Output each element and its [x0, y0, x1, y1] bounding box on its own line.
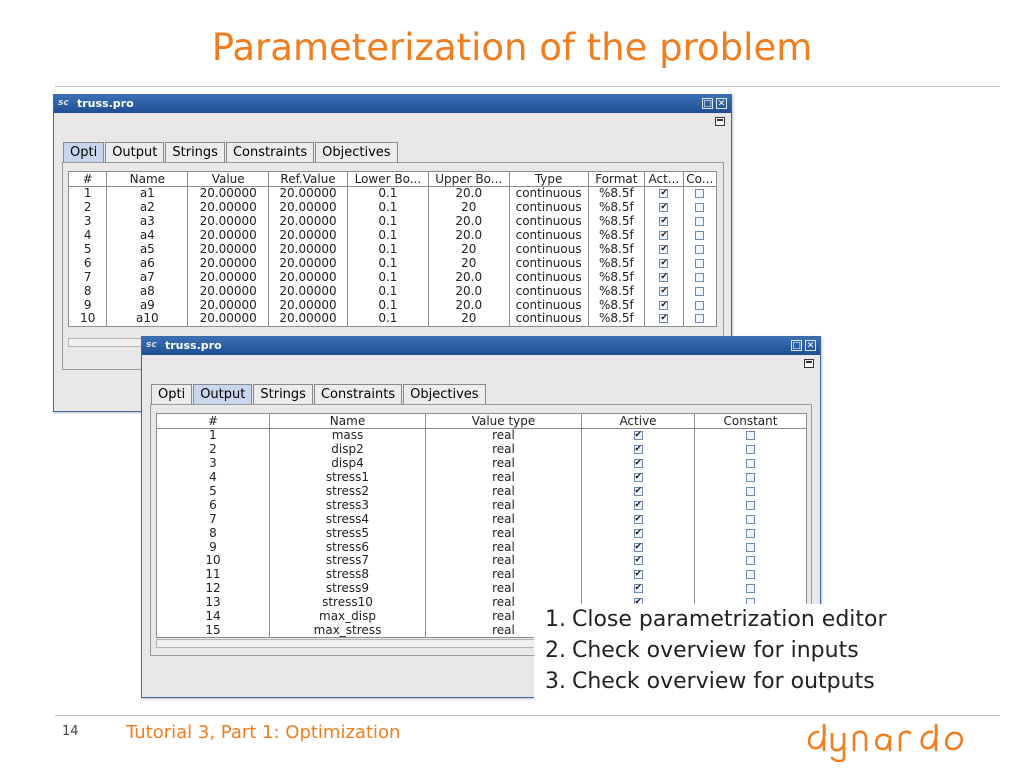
cell-n: 3 — [69, 215, 107, 229]
constant-checkbox[interactable] — [695, 314, 704, 323]
cell-active[interactable] — [582, 443, 695, 457]
cell-format: %8.5f — [588, 312, 645, 326]
cell-n: 8 — [157, 526, 270, 540]
cell-n: 7 — [69, 270, 107, 284]
active-checkbox[interactable] — [634, 473, 643, 482]
active-checkbox[interactable] — [659, 231, 668, 240]
cell-value: 20.00000 — [188, 270, 269, 284]
cell-value: 20.00000 — [188, 215, 269, 229]
table-row[interactable] — [69, 215, 717, 229]
instruction-item — [534, 604, 964, 635]
cell-constant[interactable] — [695, 485, 807, 499]
table-row[interactable] — [157, 512, 807, 526]
cell-format: %8.5f — [588, 284, 645, 298]
constant-checkbox[interactable] — [746, 459, 755, 468]
column-header[interactable]: Type — [509, 172, 588, 187]
cell-active[interactable] — [645, 229, 683, 243]
cell-name: a6 — [107, 256, 188, 270]
cell-vtype: real — [426, 582, 582, 596]
cell-n: 5 — [157, 485, 270, 499]
cell-constant[interactable] — [695, 429, 807, 443]
cell-constant[interactable] — [683, 270, 716, 284]
table-row[interactable] — [157, 526, 807, 540]
cell-constant[interactable] — [683, 284, 716, 298]
cell-n: 13 — [157, 596, 270, 610]
cell-type: continuous — [509, 270, 588, 284]
cell-name: stress8 — [270, 568, 426, 582]
cell-active[interactable] — [582, 512, 695, 526]
cell-active[interactable] — [582, 485, 695, 499]
restore-icon[interactable] — [804, 359, 814, 368]
column-header[interactable]: Lower Bo... — [347, 172, 428, 187]
constant-checkbox[interactable] — [746, 473, 755, 482]
cell-active[interactable] — [645, 201, 683, 215]
active-checkbox[interactable] — [659, 287, 668, 296]
cell-active[interactable] — [582, 540, 695, 554]
active-checkbox[interactable] — [634, 543, 643, 552]
cell-n: 1 — [69, 187, 107, 201]
cell-name: max_disp — [270, 610, 426, 624]
cell-upper: 20.0 — [428, 298, 509, 312]
footer-caption: Tutorial 3, Part 1: Optimization — [126, 722, 401, 743]
cell-type: continuous — [509, 256, 588, 270]
table-row[interactable] — [157, 485, 807, 499]
active-checkbox[interactable] — [634, 459, 643, 468]
column-header[interactable]: Ref.Value — [269, 172, 348, 187]
tab-opti[interactable]: Opti — [151, 384, 192, 404]
table-row[interactable] — [157, 554, 807, 568]
tab-bar — [151, 384, 487, 404]
cell-format: %8.5f — [588, 270, 645, 284]
step-number: 3. — [545, 669, 566, 694]
cell-constant[interactable] — [683, 187, 716, 201]
constant-checkbox[interactable] — [695, 245, 704, 254]
cell-active[interactable] — [645, 256, 683, 270]
slide-title: Parameterization of the problem — [211, 26, 813, 69]
active-checkbox[interactable] — [659, 273, 668, 282]
cell-n: 10 — [157, 554, 270, 568]
cell-active[interactable] — [645, 215, 683, 229]
cell-vtype: real — [426, 568, 582, 582]
cell-active[interactable] — [645, 298, 683, 312]
cell-name: stress7 — [270, 554, 426, 568]
cell-lower: 0.1 — [347, 256, 428, 270]
active-checkbox[interactable] — [659, 189, 668, 198]
cell-type: continuous — [509, 215, 588, 229]
cell-value: 20.00000 — [188, 201, 269, 215]
cell-name: a2 — [107, 201, 188, 215]
cell-n: 12 — [157, 582, 270, 596]
cell-constant[interactable] — [695, 498, 807, 512]
cell-vtype: real — [426, 471, 582, 485]
cell-active[interactable] — [645, 243, 683, 257]
cell-lower: 0.1 — [347, 215, 428, 229]
cell-vtype: real — [426, 554, 582, 568]
table-row[interactable] — [157, 498, 807, 512]
cell-name: a1 — [107, 187, 188, 201]
cell-active[interactable] — [645, 312, 683, 326]
cell-vtype: real — [426, 596, 582, 610]
tab-output[interactable]: Output — [193, 384, 252, 404]
tab-constraints[interactable]: Constraints — [226, 142, 314, 162]
column-header[interactable]: Value type — [426, 414, 582, 429]
tab-strings[interactable]: Strings — [165, 142, 225, 162]
cell-format: %8.5f — [588, 298, 645, 312]
cell-active[interactable] — [582, 554, 695, 568]
active-checkbox[interactable] — [634, 431, 643, 440]
cell-n: 6 — [157, 498, 270, 512]
active-checkbox[interactable] — [634, 515, 643, 524]
cell-n: 9 — [157, 540, 270, 554]
constant-checkbox[interactable] — [746, 529, 755, 538]
cell-name: stress9 — [270, 582, 426, 596]
cell-constant[interactable] — [695, 443, 807, 457]
constant-checkbox[interactable] — [695, 301, 704, 310]
cell-type: continuous — [509, 187, 588, 201]
cell-lower: 0.1 — [347, 284, 428, 298]
tab-bar — [63, 142, 399, 162]
cell-lower: 0.1 — [347, 243, 428, 257]
close-button[interactable]: ✕ — [806, 341, 815, 351]
cell-active[interactable] — [582, 457, 695, 471]
cell-ref: 20.00000 — [269, 270, 348, 284]
table-row[interactable] — [69, 284, 717, 298]
active-checkbox[interactable] — [659, 217, 668, 226]
active-checkbox[interactable] — [634, 584, 643, 593]
cell-value: 20.00000 — [188, 243, 269, 257]
cell-vtype: real — [426, 623, 582, 637]
cell-vtype: real — [426, 429, 582, 443]
column-header[interactable]: # — [69, 172, 107, 187]
cell-name: a5 — [107, 243, 188, 257]
cell-vtype: real — [426, 485, 582, 499]
constant-checkbox[interactable] — [695, 259, 704, 268]
cell-constant[interactable] — [695, 526, 807, 540]
cell-name: a9 — [107, 298, 188, 312]
cell-upper: 20.0 — [428, 215, 509, 229]
cell-active[interactable] — [645, 187, 683, 201]
cell-n: 2 — [69, 201, 107, 215]
active-checkbox[interactable] — [634, 556, 643, 565]
tab-output[interactable]: Output — [105, 142, 164, 162]
restore-icon[interactable] — [715, 117, 725, 126]
tab-opti[interactable]: Opti — [63, 142, 104, 162]
close-button[interactable]: ✕ — [717, 99, 726, 109]
active-checkbox[interactable] — [634, 501, 643, 510]
table-row[interactable] — [157, 582, 807, 596]
active-checkbox[interactable] — [659, 314, 668, 323]
cell-lower: 0.1 — [347, 187, 428, 201]
cell-n: 4 — [69, 229, 107, 243]
cell-n: 10 — [69, 312, 107, 326]
cell-name: stress2 — [270, 485, 426, 499]
cell-name: stress4 — [270, 512, 426, 526]
cell-vtype: real — [426, 512, 582, 526]
cell-format: %8.5f — [588, 187, 645, 201]
tab-strings[interactable]: Strings — [253, 384, 313, 404]
cell-format: %8.5f — [588, 215, 645, 229]
window-title: truss.pro — [77, 97, 134, 110]
cell-ref: 20.00000 — [269, 298, 348, 312]
constant-checkbox[interactable] — [695, 231, 704, 240]
constant-checkbox[interactable] — [746, 515, 755, 524]
active-checkbox[interactable] — [659, 259, 668, 268]
active-checkbox[interactable] — [634, 529, 643, 538]
table-row[interactable] — [69, 270, 717, 284]
cell-value: 20.00000 — [188, 284, 269, 298]
cell-n: 2 — [157, 443, 270, 457]
page-number: 14 — [62, 724, 79, 739]
constant-checkbox[interactable] — [746, 584, 755, 593]
cell-ref: 20.00000 — [269, 284, 348, 298]
cell-constant[interactable] — [695, 457, 807, 471]
cell-name: max_stress — [270, 623, 426, 637]
app-icon: sc — [146, 340, 157, 350]
cell-name: a10 — [107, 312, 188, 326]
cell-ref: 20.00000 — [269, 201, 348, 215]
table-row[interactable] — [69, 201, 717, 215]
active-checkbox[interactable] — [634, 445, 643, 454]
cell-active[interactable] — [645, 270, 683, 284]
instruction-item — [534, 635, 964, 666]
step-number: 1. — [545, 607, 566, 632]
cell-ref: 20.00000 — [269, 256, 348, 270]
column-header[interactable]: # — [157, 414, 270, 429]
cell-name: disp2 — [270, 443, 426, 457]
table-row[interactable] — [157, 443, 807, 457]
constant-checkbox[interactable] — [746, 501, 755, 510]
cell-upper: 20.0 — [428, 229, 509, 243]
cell-active[interactable] — [582, 582, 695, 596]
tab-objectives[interactable]: Objectives — [315, 142, 397, 162]
cell-type: continuous — [509, 284, 588, 298]
window-titlebar[interactable] — [142, 337, 820, 355]
constant-checkbox[interactable] — [695, 273, 704, 282]
table-row[interactable] — [69, 256, 717, 270]
table-row[interactable] — [157, 568, 807, 582]
cell-vtype: real — [426, 610, 582, 624]
title-divider — [55, 86, 1000, 87]
cell-name: stress10 — [270, 596, 426, 610]
cell-n: 11 — [157, 568, 270, 582]
cell-upper: 20 — [428, 256, 509, 270]
cell-active[interactable] — [582, 498, 695, 512]
cell-value: 20.00000 — [188, 312, 269, 326]
cell-lower: 0.1 — [347, 201, 428, 215]
cell-type: continuous — [509, 229, 588, 243]
cell-n: 6 — [69, 256, 107, 270]
cell-constant[interactable] — [695, 512, 807, 526]
cell-active[interactable] — [582, 429, 695, 443]
cell-constant[interactable] — [695, 540, 807, 554]
cell-constant[interactable] — [683, 215, 716, 229]
cell-n: 5 — [69, 243, 107, 257]
constant-checkbox[interactable] — [746, 543, 755, 552]
instruction-item — [534, 666, 964, 697]
cell-constant[interactable] — [695, 554, 807, 568]
column-header[interactable]: Format — [588, 172, 645, 187]
cell-vtype: real — [426, 457, 582, 471]
step-text: Close parametrization editor — [572, 607, 887, 632]
cell-constant[interactable] — [683, 298, 716, 312]
table-row[interactable] — [69, 187, 717, 201]
table-row[interactable] — [69, 312, 717, 326]
cell-format: %8.5f — [588, 229, 645, 243]
cell-name: a7 — [107, 270, 188, 284]
cell-value: 20.00000 — [188, 256, 269, 270]
cell-n: 9 — [69, 298, 107, 312]
constant-checkbox[interactable] — [695, 189, 704, 198]
cell-constant[interactable] — [683, 229, 716, 243]
cell-lower: 0.1 — [347, 270, 428, 284]
cell-upper: 20.0 — [428, 187, 509, 201]
constant-checkbox[interactable] — [695, 203, 704, 212]
cell-constant[interactable] — [683, 201, 716, 215]
cell-vtype: real — [426, 540, 582, 554]
cell-upper: 20 — [428, 312, 509, 326]
app-icon: sc — [58, 98, 69, 108]
cell-upper: 20 — [428, 201, 509, 215]
cell-constant[interactable] — [695, 471, 807, 485]
column-header[interactable]: Name — [270, 414, 426, 429]
cell-n: 3 — [157, 457, 270, 471]
table-row[interactable] — [69, 243, 717, 257]
cell-value: 20.00000 — [188, 229, 269, 243]
active-checkbox[interactable] — [634, 487, 643, 496]
active-checkbox[interactable] — [634, 570, 643, 579]
cell-name: a8 — [107, 284, 188, 298]
cell-active[interactable] — [582, 526, 695, 540]
cell-type: continuous — [509, 201, 588, 215]
step-text: Check overview for inputs — [572, 638, 859, 663]
cell-name: disp4 — [270, 457, 426, 471]
cell-ref: 20.00000 — [269, 229, 348, 243]
window-titlebar[interactable] — [54, 95, 731, 113]
active-checkbox[interactable] — [659, 245, 668, 254]
cell-name: a3 — [107, 215, 188, 229]
cell-upper: 20 — [428, 243, 509, 257]
active-checkbox[interactable] — [659, 301, 668, 310]
cell-name: stress6 — [270, 540, 426, 554]
cell-format: %8.5f — [588, 201, 645, 215]
cell-active[interactable] — [645, 284, 683, 298]
cell-constant[interactable] — [695, 582, 807, 596]
cell-vtype: real — [426, 526, 582, 540]
table-row[interactable] — [157, 540, 807, 554]
constant-checkbox[interactable] — [746, 570, 755, 579]
table-row[interactable] — [69, 229, 717, 243]
column-header[interactable]: Name — [107, 172, 188, 187]
cell-constant[interactable] — [683, 312, 716, 326]
cell-upper: 20.0 — [428, 270, 509, 284]
cell-lower: 0.1 — [347, 312, 428, 326]
window-title: truss.pro — [165, 339, 222, 352]
cell-type: continuous — [509, 312, 588, 326]
active-checkbox[interactable] — [659, 203, 668, 212]
cell-type: continuous — [509, 298, 588, 312]
table-row[interactable] — [157, 471, 807, 485]
cell-ref: 20.00000 — [269, 312, 348, 326]
constant-checkbox[interactable] — [746, 487, 755, 496]
cell-value: 20.00000 — [188, 298, 269, 312]
column-header[interactable]: Active — [582, 414, 695, 429]
cell-name: mass — [270, 429, 426, 443]
cell-constant[interactable] — [683, 243, 716, 257]
cell-active[interactable] — [582, 568, 695, 582]
cell-active[interactable] — [582, 471, 695, 485]
constant-checkbox[interactable] — [695, 287, 704, 296]
maximize-button[interactable]: □ — [792, 341, 801, 351]
table-row[interactable] — [69, 298, 717, 312]
cell-upper: 20.0 — [428, 284, 509, 298]
cell-name: a4 — [107, 229, 188, 243]
column-header[interactable]: Act... — [645, 172, 683, 187]
cell-constant[interactable] — [695, 568, 807, 582]
step-text: Check overview for outputs — [572, 669, 875, 694]
cell-name: stress3 — [270, 498, 426, 512]
constant-checkbox[interactable] — [695, 217, 704, 226]
table-row[interactable] — [157, 429, 807, 443]
column-header[interactable]: Constant — [695, 414, 807, 429]
cell-n: 14 — [157, 610, 270, 624]
cell-lower: 0.1 — [347, 298, 428, 312]
cell-constant[interactable] — [683, 256, 716, 270]
cell-ref: 20.00000 — [269, 215, 348, 229]
cell-vtype: real — [426, 443, 582, 457]
cell-type: continuous — [509, 243, 588, 257]
constant-checkbox[interactable] — [746, 556, 755, 565]
cell-n: 4 — [157, 471, 270, 485]
parameter-table[interactable] — [68, 171, 717, 327]
column-header[interactable]: Value — [188, 172, 269, 187]
cell-name: stress5 — [270, 526, 426, 540]
cell-name: stress1 — [270, 471, 426, 485]
dynardo-logo — [800, 716, 975, 762]
tab-constraints[interactable]: Constraints — [314, 384, 402, 404]
column-header[interactable]: Upper Bo... — [428, 172, 509, 187]
column-header[interactable]: Co... — [683, 172, 716, 187]
cell-n: 1 — [157, 429, 270, 443]
constant-checkbox[interactable] — [746, 431, 755, 440]
constant-checkbox[interactable] — [746, 445, 755, 454]
cell-n: 15 — [157, 623, 270, 637]
table-row[interactable] — [157, 457, 807, 471]
cell-value: 20.00000 — [188, 187, 269, 201]
cell-format: %8.5f — [588, 256, 645, 270]
cell-n: 7 — [157, 512, 270, 526]
cell-format: %8.5f — [588, 243, 645, 257]
cell-lower: 0.1 — [347, 229, 428, 243]
step-number: 2. — [545, 638, 566, 663]
instruction-list — [534, 604, 964, 714]
maximize-button[interactable]: □ — [703, 99, 712, 109]
cell-n: 8 — [69, 284, 107, 298]
tab-objectives[interactable]: Objectives — [403, 384, 485, 404]
cell-ref: 20.00000 — [269, 243, 348, 257]
cell-ref: 20.00000 — [269, 187, 348, 201]
cell-vtype: real — [426, 498, 582, 512]
